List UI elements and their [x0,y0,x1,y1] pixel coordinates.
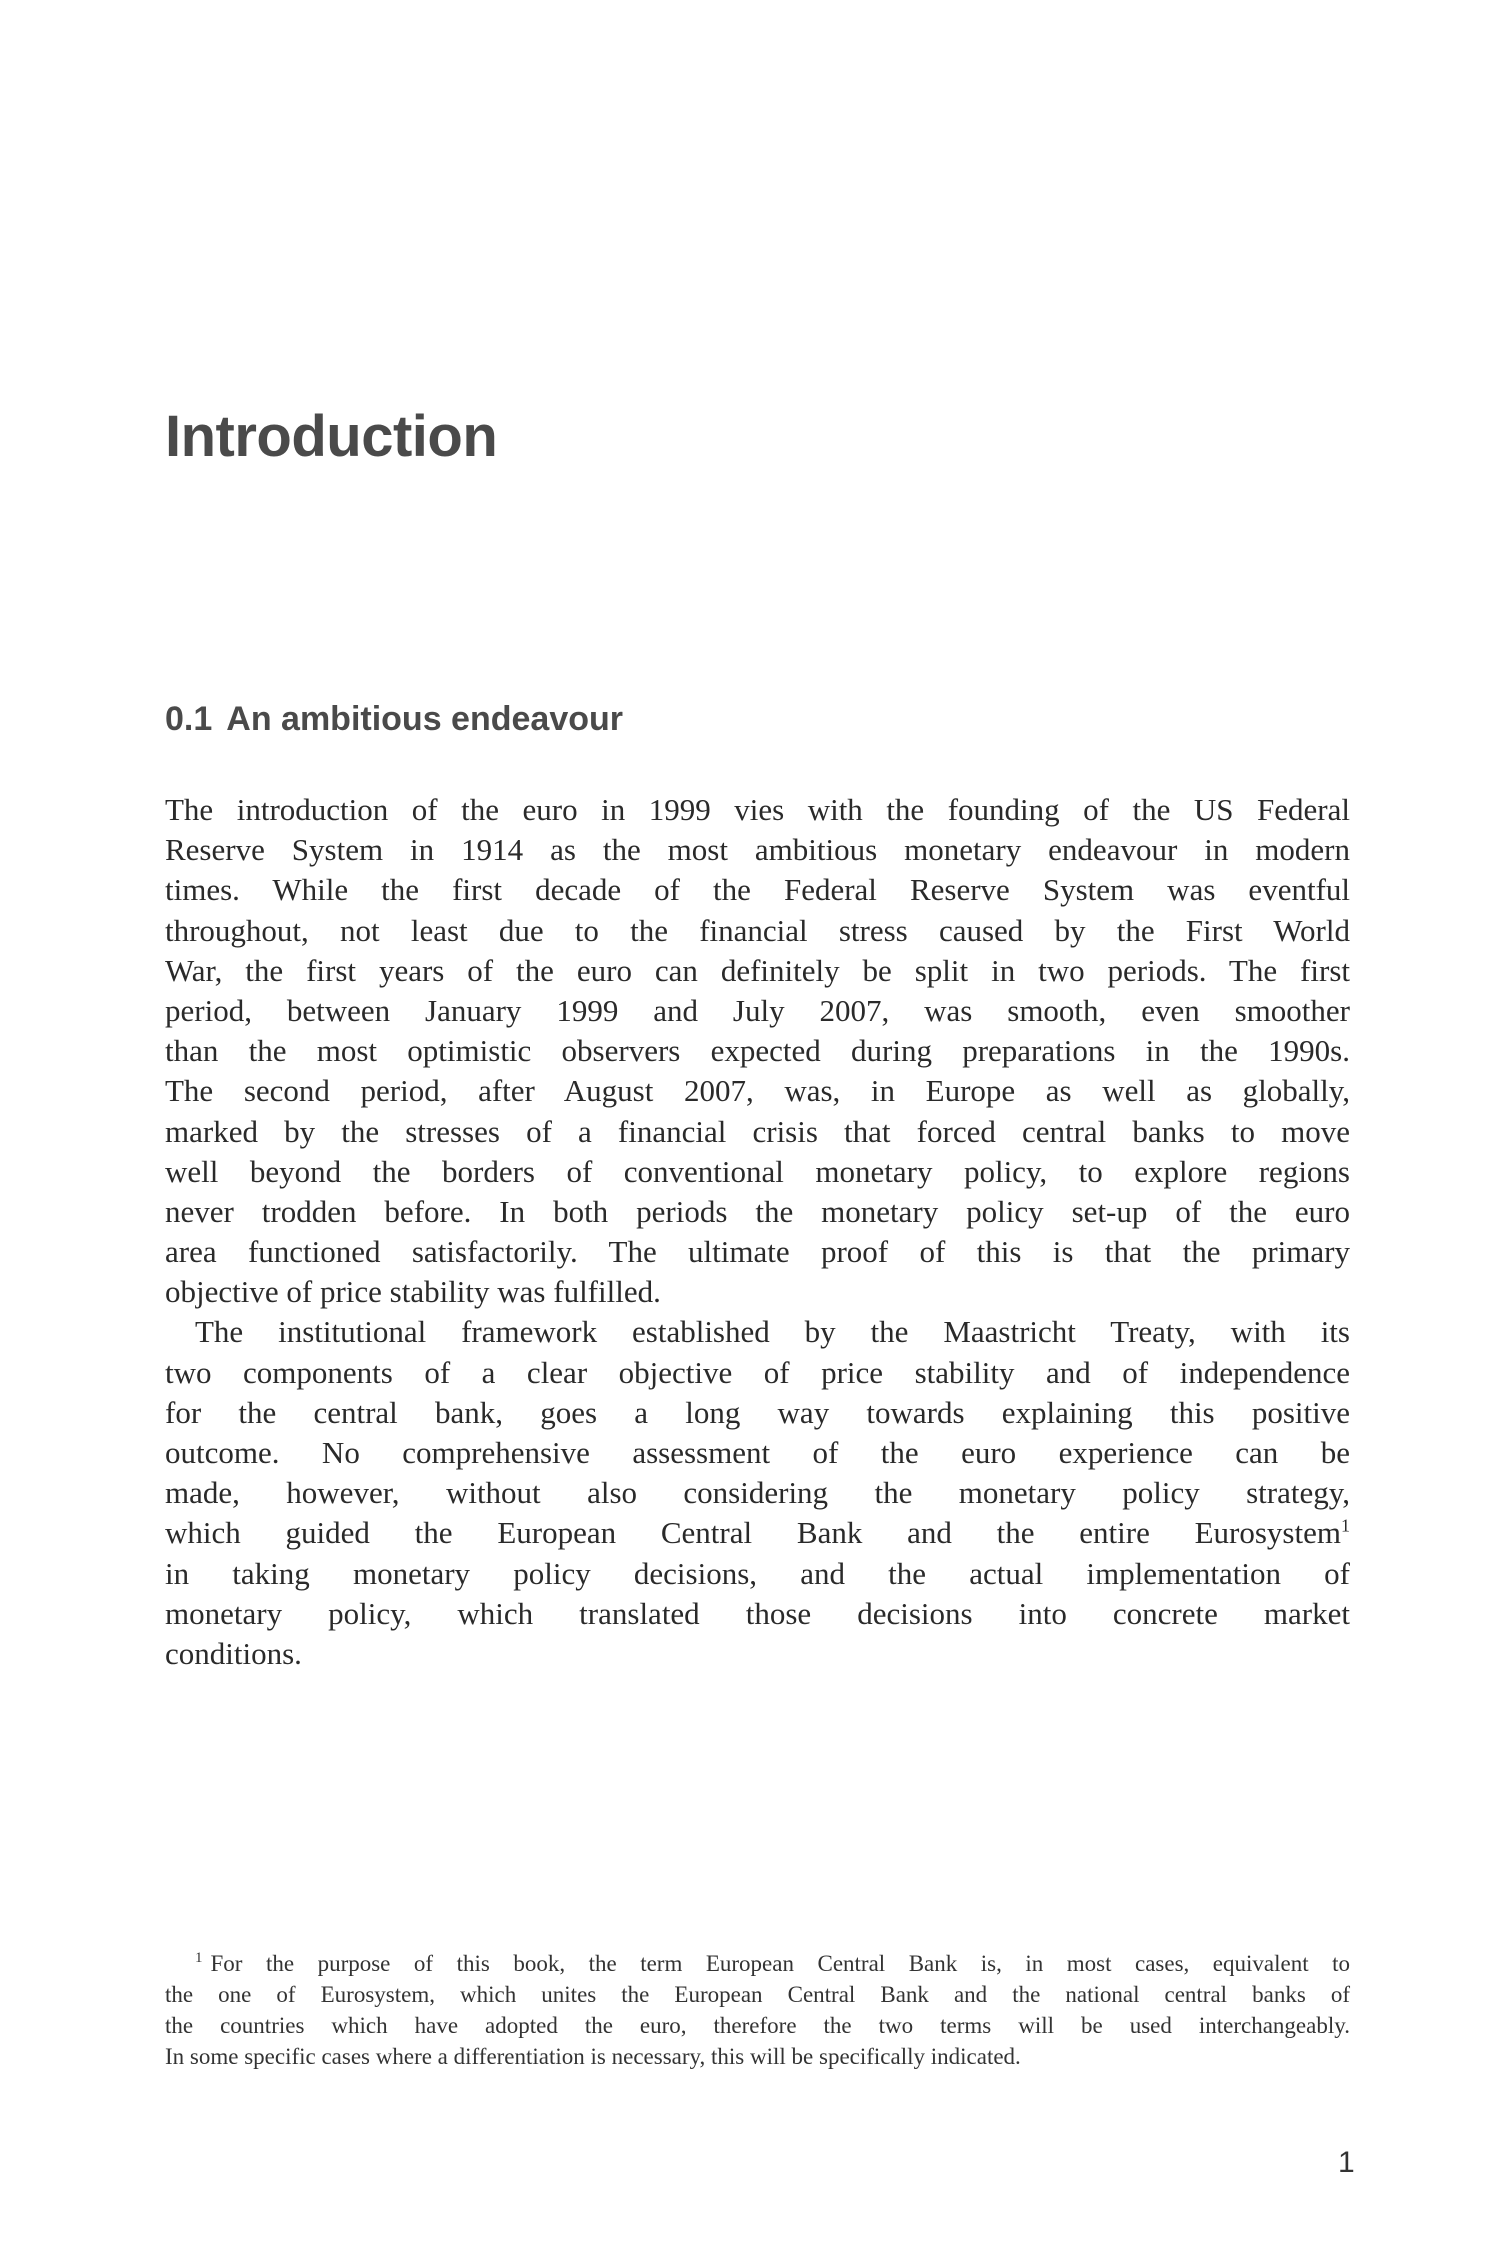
text-line: area functioned satisfactorily. The ultimate proof of this is that the primary [165,1234,1350,1270]
section-title: An ambitious endeavour [226,700,623,738]
text-line: objective of price stability was fulfilled. [165,1274,661,1310]
text-line: for the central bank, goes a long way towards explaining this positive [165,1394,1350,1430]
chapter-title: Introduction [165,404,498,469]
footnote-line [165,1948,1350,1979]
text-line: War, the first years of the euro can definitely be split in two periods. The first [165,952,1350,988]
text-line: two components of a clear objective of price stability and of independence [165,1354,1350,1390]
page-number: 1 [1338,2146,1355,2179]
text-line: The second period, after August 2007, was, in Europe as well as globally, [165,1073,1350,1109]
text-line: times. While the first decade of the Federal Reserve System was eventful [165,872,1350,908]
text-line: conditions. [165,1635,302,1671]
text-line: outcome. No comprehensive assessment of the euro experience can be [165,1435,1350,1470]
text-line-content: which guided the European Central Bank and the entire Eurosystem [165,1515,1341,1551]
body-text [165,790,1350,1674]
footnote-line-content: For the purpose of this book, the term European Central Bank is, in most cases, equivalent to [210,1951,1350,1976]
footnote-reference[interactable]: 1 [1341,1516,1350,1537]
text-line: Reserve System in 1914 as the most ambitious monetary endeavour in modern [165,832,1350,868]
text-line: The institutional framework established by the Maastricht Treaty, with its [195,1314,1350,1350]
text-line [165,1513,1350,1553]
text-line: period, between January 1999 and July 2007, was smooth, even smoother [165,992,1350,1028]
text-line: than the most optimistic observers expected during preparations in the 1990s. [165,1033,1350,1069]
paragraph-2 [165,1312,1350,1674]
footnote-line: the countries which have adopted the euro, therefore the two terms will be used interchangeably. [165,2013,1350,2038]
section-number: 0.1 [165,700,213,738]
text-line: in taking monetary policy decisions, and the actual implementation of [165,1555,1350,1591]
text-line: well beyond the borders of conventional monetary policy, to explore regions [165,1153,1350,1189]
footnote-line: In some specific cases where a differentiation is necessary, this will be specifically indicated. [165,2044,1021,2069]
text-line: marked by the stresses of a financial crisis that forced central banks to move [165,1113,1350,1149]
footnote-marker: 1 [195,1950,203,1967]
text-line: The introduction of the euro in 1999 vies with the founding of the US Federal [165,792,1350,827]
text-line: made, however, without also considering the monetary policy strategy, [165,1475,1350,1511]
text-line: monetary policy, which translated those decisions into concrete market [165,1595,1350,1631]
footnote [165,1948,1350,2072]
section-heading [165,700,623,739]
paragraph-1 [165,790,1350,1312]
text-line: never trodden before. In both periods the monetary policy set-up of the euro [165,1193,1350,1229]
text-line: throughout, not least due to the financial stress caused by the First World [165,912,1350,948]
footnote-line: the one of Eurosystem, which unites the European Central Bank and the national central banks of [165,1982,1350,2007]
